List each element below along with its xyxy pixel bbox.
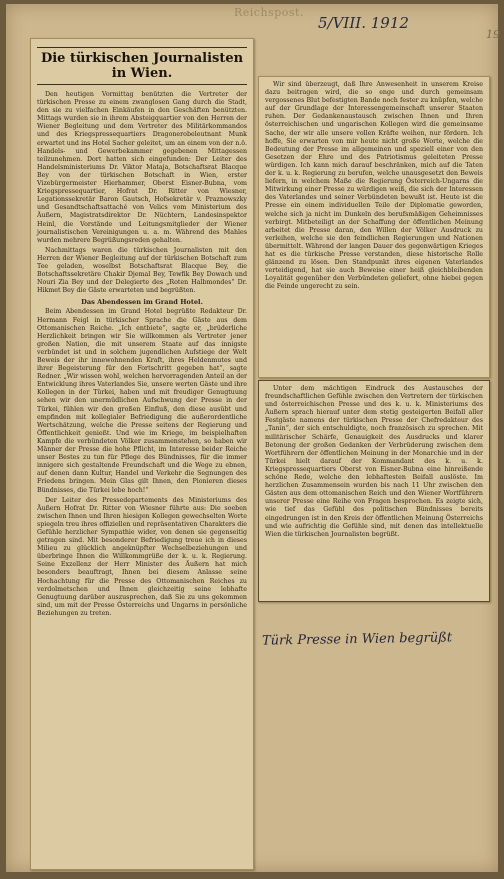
article-column-left <box>30 38 254 870</box>
article-continuation: Wir sind überzeugt, daß Ihre Anwesenheit in unserem Kreise dazu beitragen wird, die so enge und durch gemeinsam vergossenes Blut befestigten Bande noch fester zu knüpfen, welche auf der Grundlage der Interessengemeinschaft unserer Staaten ruhen. Der Gedankenaustausch zwischen Ihnen und Ihren österreichischen und ungarischen Kollegen wird die gemeinsame Sache, der wir alle unsere vollen Kräfte weihen, nur fördern. Ich hoffe, Sie erwarten von mir heute nicht große Worte, welche die Bedeutung der Presse im allgemeinen und speziell einer von den Gesetzen der Ehre und des Patriotismus geleiteten Presse würdigen. Ich kann mich darauf beschränken, mich auf die Taten der k. u. k. Regierung zu berufen, welche unausgesetzt den Beweis liefern, in welchem Maße die Regierung Österreich-Ungarns die Mitwirkung einer Presse zu würdigen weiß, die sich der Interessen des Vaterlandes und seiner Verbündeten bewußt ist. Heute ist die Presse ein einem individuellen Teile der Diplomatie geworden, welche sich ja nicht im Dunkeln des berufsmäßigen Geheimnisses verbirgt. Mitbeteiligt an der Schaffung der öffentlichen Meinung arbeitet die Presse daran, den Willen der Völker Ausdruck zu verleihen, welche sie den feindlichen Regierungen und Nationen übermittelt. Während der langen Dauer des gegenwärtigen Krieges hat es die türkische Presse verstanden, diese historische Rolle glänzend zu lösen. Den Standpunkt ihres eigenen Vaterlandes verteidigend, hat sie auch Beweise einer heiß gleichbleibenden Loyalität gegenüber den Verbündeten geliefert, ohne hiebei gegen die Feinde ungerecht zu sein. <box>265 81 483 291</box>
handwritten-date: 5/VIII. 1912 <box>318 14 409 32</box>
article-paragraph: Den heutigen Vormittag benützten die Vertreter der türkischen Presse zu einem zwanglosen Gang durch die Stadt, den sie zu vielfachen Einkäufen in den Geschäften benützten. Mittags wurden sie in ihrem Absteigquartier von den Herren der Wiener Begleitung und dem Vertreter des Militärkommandos und des Kriegspressequartiers Dragonerobeleutnant Munk erwartet und ins Hotel Sacher geleitet, um an einem von der n.ö. Handels- und Gewerbekammer gegebenen Mittagessen teilzunehmen. Dort hatten sich eingefunden: Der Leiter des Handelsministeriums Dr. Viktor Mataja, Botschaftsrat Blacque Bey von der türkischen Botschaft in Wien, erster Vizebürgermeister Hierhammer, Oberst Eisner-Bubna, vom Kriegspressequartier, Hofrat Dr. Ritter von Wiesner, Legationssekretär Baron Gautsch, Hofsekretär v. Praznowszky und Gesandtschaftsattaché von Velics vom Ministerium des Äußern, Magistratsdirektor Dr. Nüchtern, Landesinspektor Heinl, die Vorstände und Leitungsmitglieder der Wiener journalistischen Vereinigungen u. a. m. Während des Mahles wurden mehrere Begrüßungsreden gehalten. <box>37 91 247 244</box>
article-boxed-note <box>258 380 490 602</box>
article-paragraph: Beim Abendessen im Grand Hotel begrüßte Redakteur Dr. Hermann Feigl in türkischer Sprache die Gäste aus dem Ottomanischen Reiche. „Ich entbiete“, sagte er, „brüderliche Herzlichkeit bringen wir Sie willkommen als Vertreter jener großen Nation, die mit unserem Staate auf das innigste verbündet ist und in solchem jugendlichen Aufstiege der Welt Beweis der ihr innewohnenden Kraft, ihres Heldenmutes und ihrer Begeisterung für den Fortschritt gegeben hat“, sagte Redner. „Wir wissen wohl, welchen hervorragenden Anteil an der Entwicklung ihres Vaterlandes Sie, unsere werten Gäste und ihre Kollegen in der Türkei, haben und mit freudiger Genugtuung sehen wir den unermüdlichen Aufschwung der Presse in der Türkei, fühlen wir den großen Einfluß, den diese ausübt und empfinden mit kollegialer Befriedigung die außerordentliche Wertschätzung, welche die Presse seitens der Regierung und Öffentlichkeit genießt. Und wie im Kriege, im beispielhaften Kampfe die verbündeten Völker zusammenstehen, so haben wir Männer der Presse die hohe Pflicht, im Interesse beider Reiche unser Bestes zu tun für Pflege des Bündnisses, für die immer innigere sich gestaltende Freundschaft und die Wege zu ebnen, auf denen dann Kultur, Handel und Verkehr die Segnungen des Friedens bringen. Mein Glas gilt Ihnen, den Pionieren dieses Bündnisses, die Türkei lebe hoch!“ <box>37 308 247 494</box>
boxed-note-text: Unter dem mächtigen Eindruck des Austausches der freundschaftlichen Gefühle zwischen den Vertretern der türkischen und österreichischen Presse und des k. u. k. Ministeriums des Äußern sprach hierauf unter dem stetig gesteigerten Beifall aller Festgäste namens der türkischen Presse der Chefredakteur des „Tanin“, der sich entschuldigte, noch französisch zu sprechen. Mit militärischer Schärfe, Genauigkeit des Ausdrucks und klarer Betonung der großen Gedanken der Verbrüderung zwischen dem Wortführern der öffentlichen Meinung in der Monarchie und in der Türkei hielt darauf der Kommandant des k. u. k. Kriegspressequartiers Oberst von Eisner-Bubna eine hinreißende schöne Rede, welche den lebhaftesten Beifall auslöste. Im herzlichen Zusammensein wurden bis nach 11 Uhr zwischen den Gästen aus dem ottomanischen Reich und den Wiener Wortführern unserer Presse eine Reihe von Fragen besprochen. Es zeigte sich, wie tief das Gefühl des politischen Bündnisses bereits eingedrungen ist in den Kreis der öffentlichen Meinung Österreichs und wie aufrichtig die Gefühle sind, mit denen das intellektuelle Wien die türkischen Journalisten begrüßt. <box>265 385 483 538</box>
article-paragraph: Der Leiter des Pressedepartements des Ministeriums des Äußern Hofrat Dr. Ritter von Wiesner führte aus: Die soeben zwischen Ihnen und Ihren hiesigen Kollegen gewechselten Worte spiegeln treu ihres offiziellen und repräsentativen Charakters die Gefühle herzlicher Sympathie wider, von denen sie gegenseitig getragen sind. Mit besonderer Befriedigung treue ich in dieses Milieu zu glücklich angeknüpfter Wechselbeziehungen und überbringe Ihnen die Willkommgrüße der k. u. k. Regierung. Seine Exzellenz der Herr Minister des Äußern hat mich besonders beauftragt, Ihnen bei diesem Anlasse seine Hochachtung für die Presse des Ottomanischen Reiches zu verdolmetschen und Ihnen gleichzeitig seine lebhafte Genugtuung darüber auszusprechen, daß Sie zu uns gekommen sind, um mit der Presse Österreichs und Ungarns in persönliche Beziehungen zu treten. <box>37 496 247 617</box>
article-title: Die türkischen Journalisten in Wien. <box>37 47 247 85</box>
article-column-right <box>258 76 490 378</box>
article-subhead: Das Abendessen im Grand Hotel. <box>81 298 203 307</box>
newspaper-masthead: Reichspost. <box>234 6 304 19</box>
article-paragraph: Nachmittags waren die türkischen Journalisten mit den Herren der Wiener Begleitung auf der türkischen Botschaft zum Tee geladen, woselbst Botschaftsrat Blacque Bey, die Botschaftssekretäre Chakir Djemal Bey, Tewfik Bey Dowach und Nouri Zia Bey und der Delegierte des „Roten Halbmondes“ Dr. Hikmet Bey die Gäste erwarteten und begrüßten. <box>37 246 247 295</box>
page-number: 19 <box>486 28 500 41</box>
handwritten-annotation: Türk Presse in Wien begrüßt <box>261 630 453 649</box>
